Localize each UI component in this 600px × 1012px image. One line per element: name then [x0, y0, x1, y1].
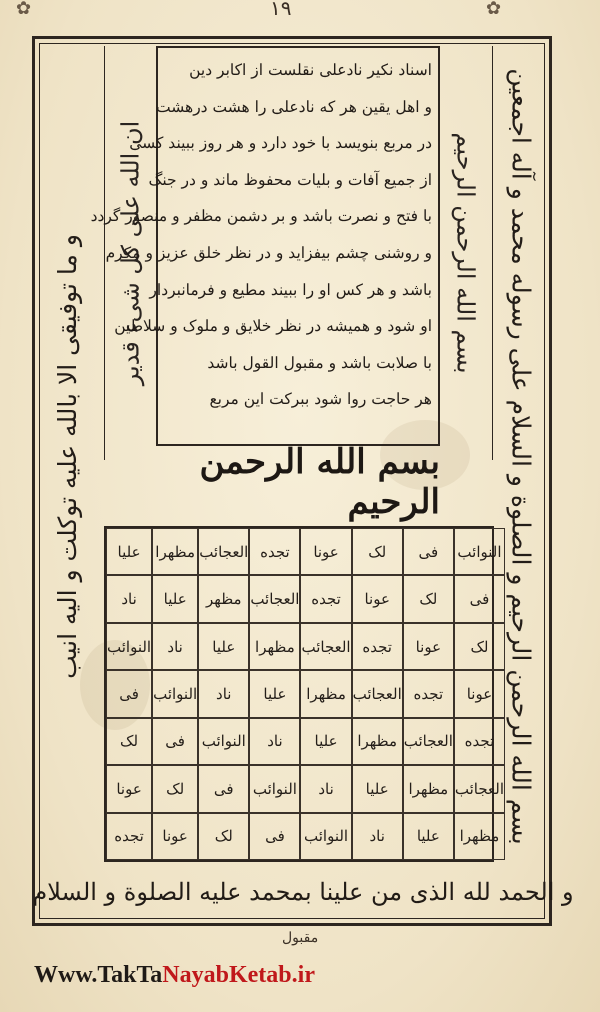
inner-left-text: ان الله علی کل شیء قدیر — [116, 120, 144, 386]
grid-cell: ناد — [106, 575, 152, 622]
grid-cell: ناد — [300, 765, 351, 812]
watermark — [34, 962, 315, 1002]
watermark-part-1: Www.TakTa — [34, 962, 163, 988]
grid-cell: علیا — [352, 765, 403, 812]
body-line: با صلابت باشد و مقبول القول باشد — [207, 353, 432, 372]
grid-cell: النوائب — [106, 623, 152, 670]
grid-cell: العجائب — [352, 670, 403, 717]
body-line: در مربع بنویسد با خود دارد و هر روز ببیند کسی — [129, 134, 432, 153]
grid-cell: علیا — [106, 528, 152, 575]
grid-cell: مظهر — [198, 575, 249, 622]
grid-cell: عونا — [403, 623, 454, 670]
grid-cell: العجائب — [403, 718, 454, 765]
body-line: و اهل یقین هر که نادعلی را هشت درهشت — [155, 97, 432, 116]
inner-right-text: بسم الله الرحمن الرحیم — [452, 132, 480, 374]
left-border-calligraphy — [40, 46, 94, 866]
grid-cell: العجائب — [300, 623, 351, 670]
grid-cell: علیا — [152, 575, 198, 622]
grid-cell: لک — [152, 765, 198, 812]
grid-cell: مظهرا — [403, 765, 454, 812]
grid-cell: فی — [249, 813, 300, 860]
grid-cell: عونا — [106, 765, 152, 812]
grid-cell: عونا — [352, 575, 403, 622]
body-line: هر حاجت روا شود ببرکت این مربع — [209, 390, 432, 409]
grid-cell: لک — [198, 813, 249, 860]
bottom-border-calligraphy: و الحمد لله الذی من علینا بمحمد علیه الصلوة و السلام — [32, 878, 574, 906]
grid-cell: تجده — [249, 528, 300, 575]
grid-cell: النوائب — [249, 765, 300, 812]
grid-cell: مظهرا — [152, 528, 198, 575]
grid-cell: النوائب — [198, 718, 249, 765]
body-line: او شود و همیشه در نظر خلایق و ملوک و سلاطین — [114, 317, 432, 336]
grid-cell: العجائب — [198, 528, 249, 575]
page-header — [0, 0, 600, 28]
left-border-text: و ما توفیقی الا بالله علیه توکلت و الیه انیب — [52, 233, 82, 679]
grid-cell: ناد — [152, 623, 198, 670]
grid-cell: ناد — [249, 718, 300, 765]
page-number: ١٩ — [270, 0, 292, 20]
ornament-right: ✿ — [486, 0, 502, 19]
grid-cell: فی — [403, 528, 454, 575]
grid-cell: عونا — [300, 528, 351, 575]
grid-cell: ناد — [198, 670, 249, 717]
right-border-text: بسم الله الرحمن الرحیم و الصلوة و السلام علی رسوله محمد و آله اجمعین — [506, 67, 536, 845]
grid-cell: تجده — [454, 718, 505, 765]
grid-cell: النوائب — [300, 813, 351, 860]
body-line: اسناد نکیر نادعلی نقلست از اکابر دین — [189, 61, 432, 79]
body-line: با فتح و نصرت باشد و بر دشمن مظفر و منصور گردد — [90, 207, 432, 226]
catchword: مقبول — [282, 930, 319, 946]
ornament-left: ✿ — [16, 0, 32, 19]
grid-cell: النوائب — [454, 528, 505, 575]
grid-cell: لک — [106, 718, 152, 765]
body-line: از جمیع آفات و بلیات محفوظ ماند و در جنگ — [148, 170, 432, 189]
grid-cell: فی — [198, 765, 249, 812]
grid-cell: مظهرا — [454, 813, 505, 860]
talisman-grid — [104, 526, 505, 862]
watermark-part-2: Nayab — [162, 962, 229, 988]
grid-cell: فی — [454, 575, 505, 622]
watermark-part-4: Ketab.ir — [228, 962, 315, 988]
grid-cell: لک — [403, 575, 454, 622]
body-line: و روشنی چشم بیفزاید و در نظر خلق عزیز و مکرم — [105, 243, 432, 262]
grid-cell: علیا — [403, 813, 454, 860]
grid-cell: فی — [152, 718, 198, 765]
grid-cell: مظهرا — [352, 718, 403, 765]
grid-cell: مظهرا — [249, 623, 300, 670]
grid-cells — [106, 528, 505, 860]
grid-cell: تجده — [352, 623, 403, 670]
grid-cell: النوائب — [152, 670, 198, 717]
grid-cell: علیا — [249, 670, 300, 717]
grid-cell: مظهرا — [300, 670, 351, 717]
grid-cell: تجده — [403, 670, 454, 717]
grid-cell: عونا — [152, 813, 198, 860]
inner-right-calligraphy — [440, 46, 493, 460]
basmala-heading: بسم الله الرحمن الرحیم — [199, 442, 440, 522]
grid-cell: علیا — [300, 718, 351, 765]
grid-cell: لک — [454, 623, 505, 670]
grid-cell: تجده — [106, 813, 152, 860]
grid-cell: العجائب — [249, 575, 300, 622]
body-line: باشد و هر کس او را ببیند مطیع و فرمانبردار — [149, 280, 432, 299]
grid-cell: فی — [106, 670, 152, 717]
grid-cell: لک — [352, 528, 403, 575]
grid-cell: عونا — [454, 670, 505, 717]
grid-cell: تجده — [300, 575, 351, 622]
grid-cell: العجائب — [454, 765, 505, 812]
grid-cell: علیا — [198, 623, 249, 670]
grid-cell: ناد — [352, 813, 403, 860]
